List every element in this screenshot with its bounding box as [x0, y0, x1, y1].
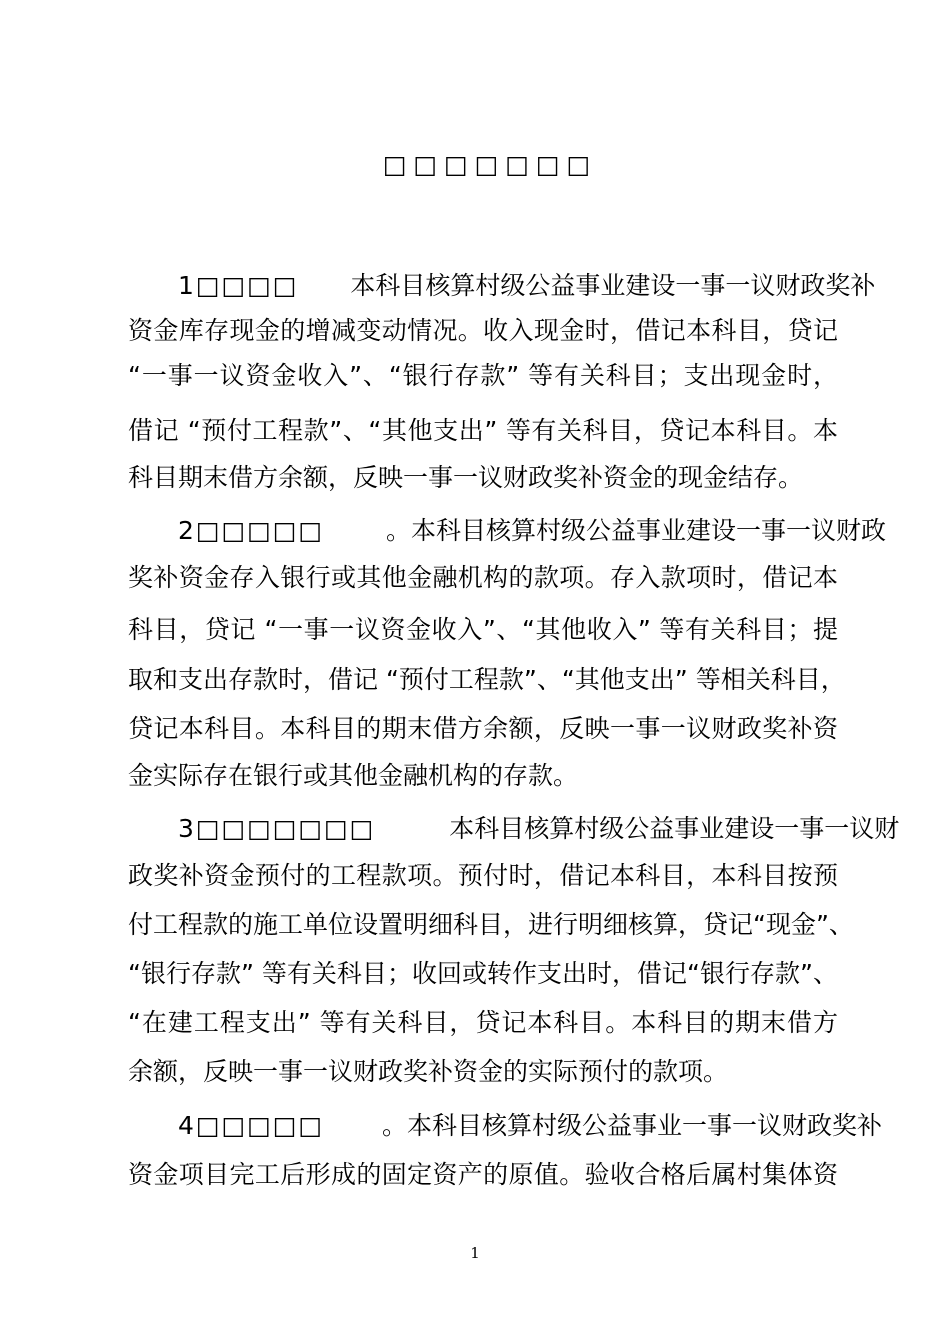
- line-text: 。本科目核算村级公益事业建设一事一议财政: [386, 516, 887, 545]
- paragraph-lead: 3□□□□□□□: [178, 814, 376, 843]
- paragraph-line: [178, 512, 887, 550]
- paragraph-line: [178, 1107, 883, 1145]
- line-text: 。本科目核算村级公益事业一事一议财政奖补: [382, 1111, 883, 1140]
- paragraph-lead: 1□□□□: [178, 271, 299, 300]
- paragraph-lead: 4□□□□□: [178, 1111, 325, 1140]
- paragraph-line: 余额，反映一事一议财政奖补资金的实际预付的款项。: [128, 1057, 729, 1086]
- paragraph-line: 贷记本科目。本科目的期末借方余额，反映一事一议财政奖补资: [128, 714, 838, 743]
- line-text: 本科目核算村级公益事业建设一事一议财政奖补: [350, 271, 876, 300]
- paragraph-lead: 2□□□□□: [178, 516, 325, 545]
- paragraph-line: 科目期末借方余额，反映一事一议财政奖补资金的现金结存。: [128, 463, 804, 492]
- paragraph-line: “银行存款” 等有关科目；收回或转作支出时，借记“银行存款”、: [128, 959, 838, 988]
- paragraph-line: 资金库存现金的增减变动情况。收入现金时，借记本科目，贷记: [128, 316, 838, 345]
- paragraph-line: “在建工程支出” 等有关科目，贷记本科目。本科目的期末借方: [128, 1008, 838, 1037]
- paragraph-line: 取和支出存款时，借记 “预付工程款”、“其他支出” 等相关科目，: [128, 665, 846, 694]
- paragraph-line: 资金项目完工后形成的固定资产的原值。验收合格后属村集体资: [128, 1160, 838, 1189]
- line-text: 本科目核算村级公益事业建设一事一议财: [449, 814, 900, 843]
- paragraph-line: 政奖补资金预付的工程款项。预付时，借记本科目，本科目按预: [128, 861, 838, 890]
- paragraph-line: 付工程款的施工单位设置明细科目，进行明细核算，贷记“现金”、: [128, 910, 854, 939]
- paragraph-line: “一事一议资金收入”、“银行存款” 等有关科目；支出现金时，: [128, 361, 838, 390]
- page-number: 1: [470, 1244, 480, 1262]
- paragraph-line: [178, 267, 876, 305]
- paragraph-line: [178, 810, 900, 848]
- page-title: □□□□□□□: [382, 150, 598, 179]
- paragraph-line: 奖补资金存入银行或其他金融机构的款项。存入款项时，借记本: [128, 563, 838, 592]
- paragraph-line: 科目，贷记 “一事一议资金收入”、“其他收入” 等有关科目；提: [128, 615, 838, 644]
- paragraph-line: 借记 “预付工程款”、“其他支出” 等有关科目，贷记本科目。本: [128, 416, 838, 445]
- paragraph-line: 金实际存在银行或其他金融机构的存款。: [128, 761, 579, 790]
